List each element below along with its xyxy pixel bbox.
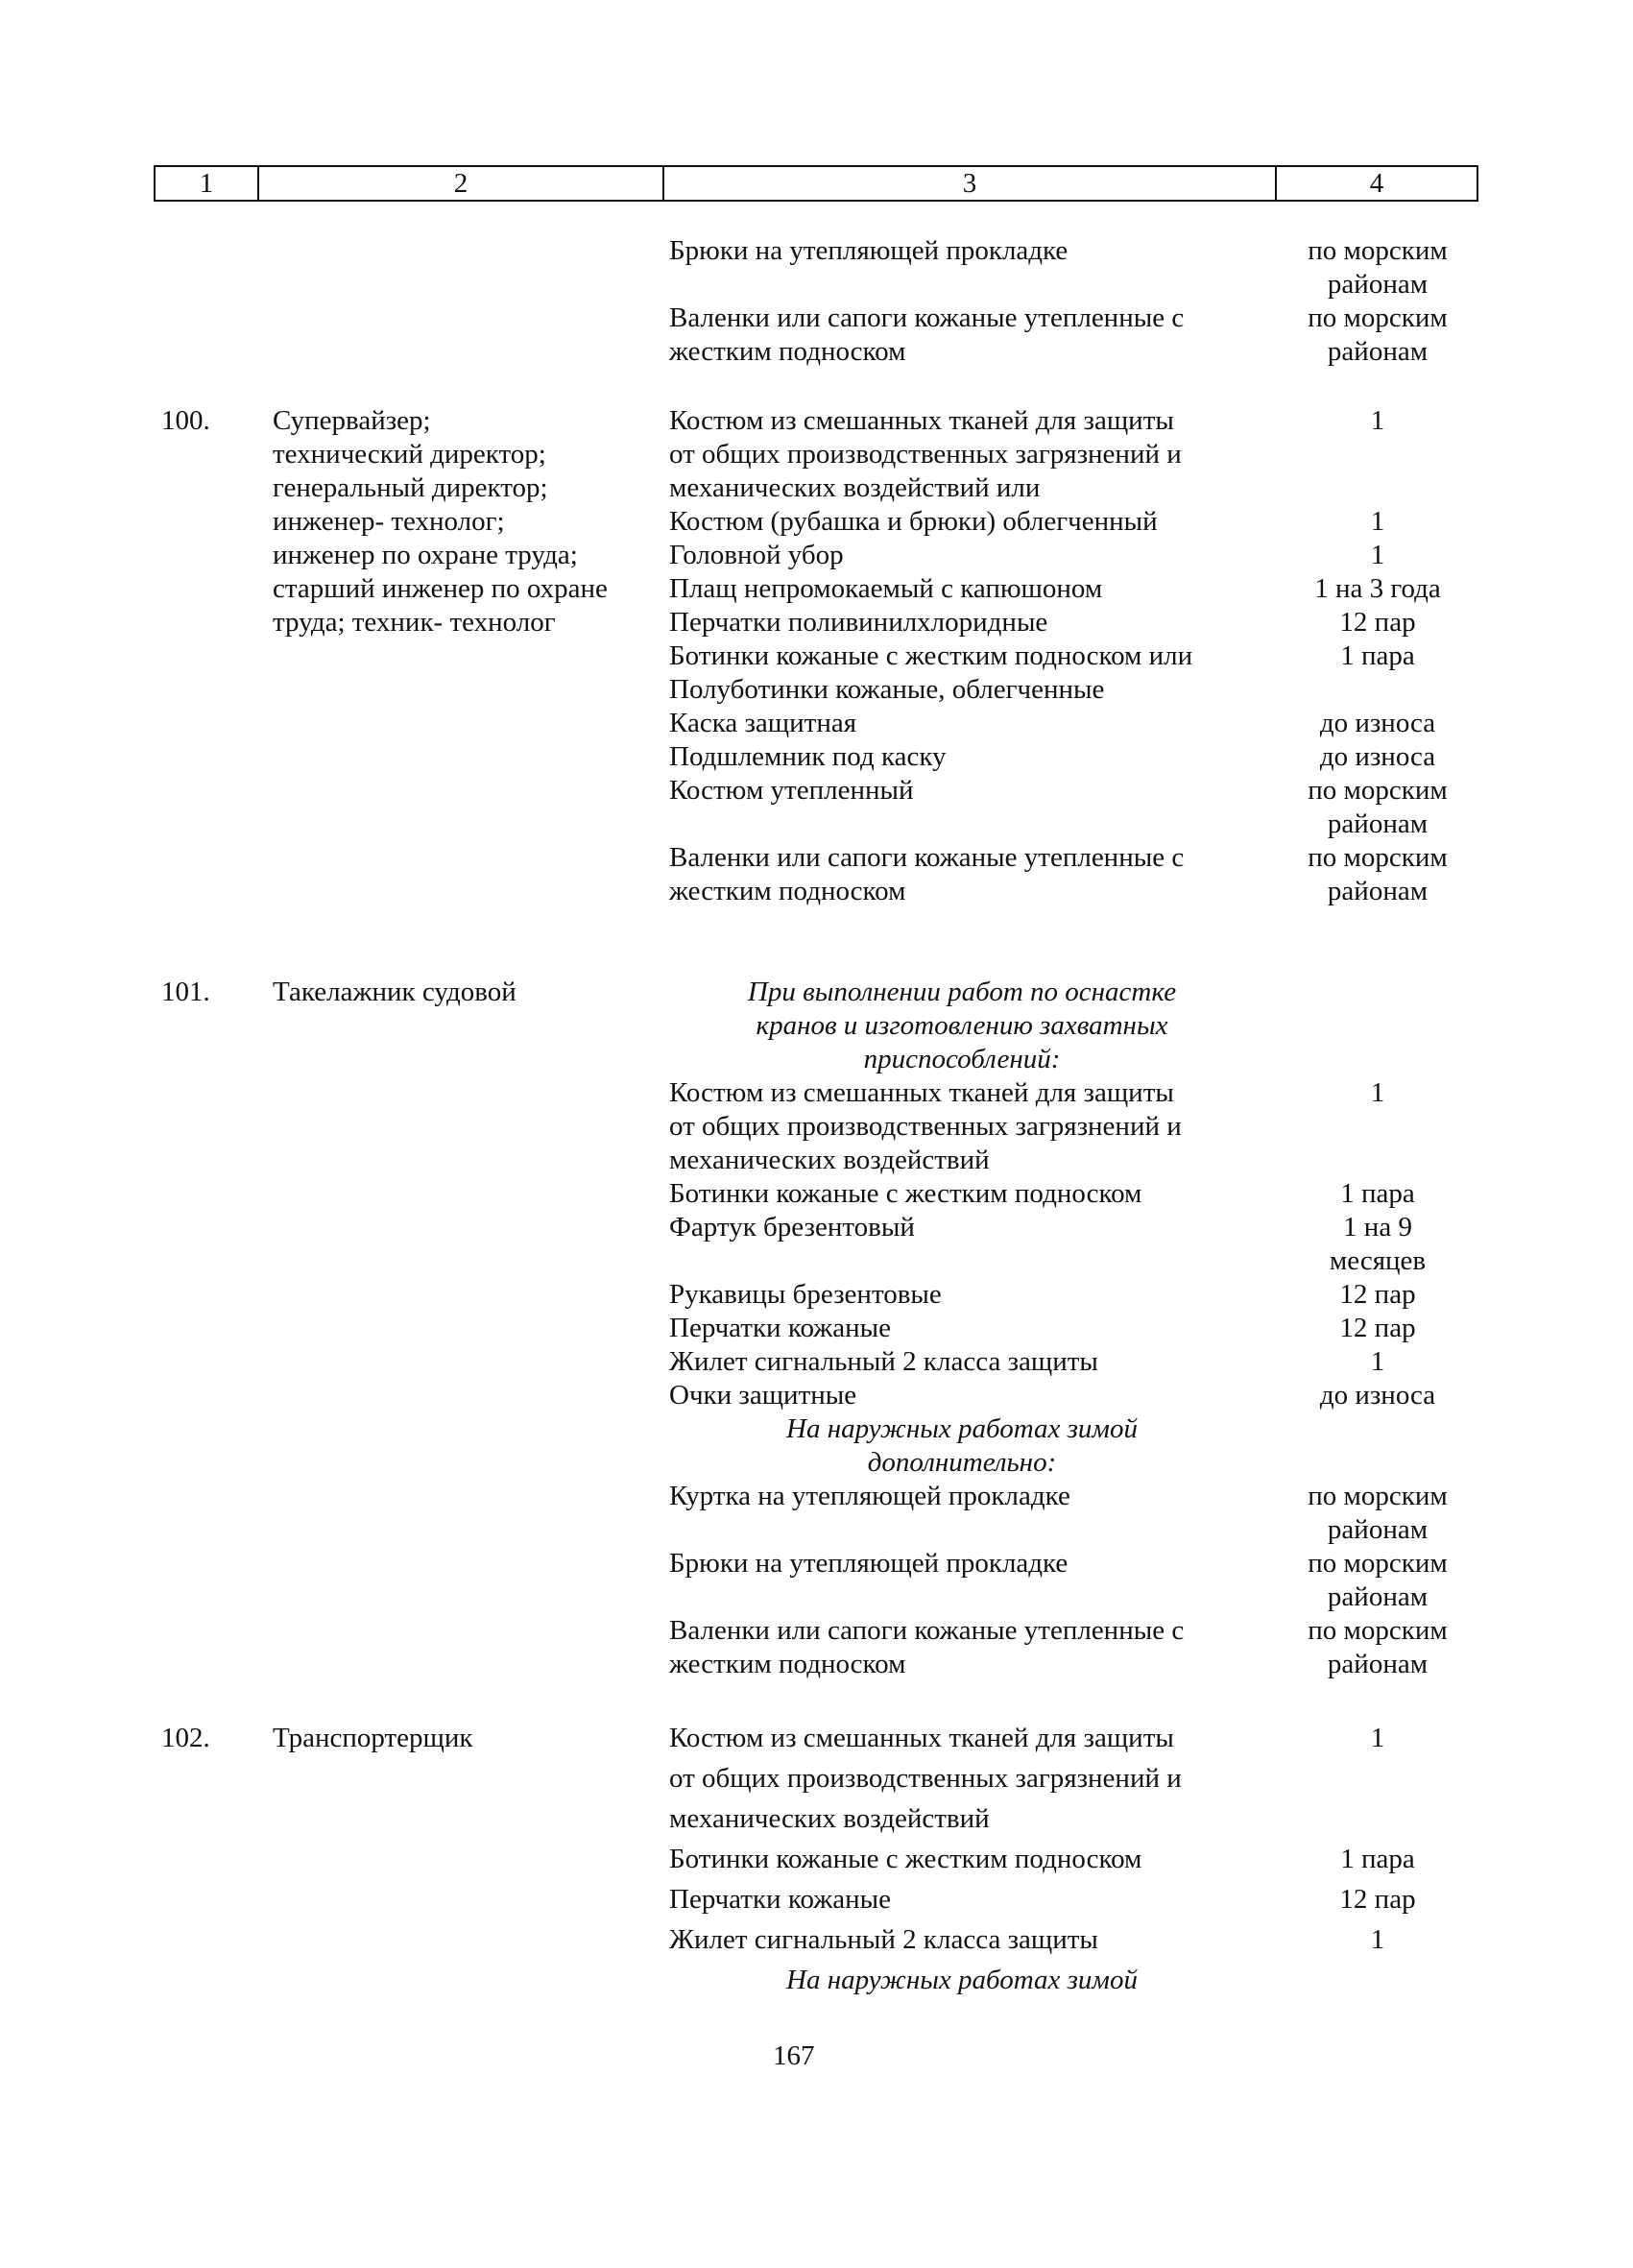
- quantity-text: по морским: [1308, 1481, 1448, 1511]
- quantity-text: 1: [1370, 405, 1385, 436]
- item-text: Перчатки поливинилхлоридные: [669, 607, 1048, 638]
- item-text: Костюм из смешанных тканей для защиты: [669, 1077, 1174, 1108]
- item-text: Костюм из смешанных тканей для защиты: [669, 405, 1174, 436]
- section-note: При выполнении работ по оснастке: [747, 977, 1177, 1007]
- item-text: Костюм из смешанных тканей для защиты: [669, 1723, 1174, 1753]
- section-note: кранов и изготовлению захватных: [756, 1010, 1168, 1041]
- item-text: Плащ непромокаемый с капюшоном: [669, 573, 1103, 604]
- position-title: труда; техник- технолог: [273, 607, 556, 638]
- quantity-text: районам: [1327, 808, 1429, 839]
- header-col-1: 1: [156, 167, 259, 200]
- quantity-text: 1: [1370, 506, 1385, 537]
- item-text: Подшлемник под каску: [669, 741, 947, 772]
- quantity-text: районам: [1327, 336, 1429, 367]
- quantity-text: 1 пара: [1340, 640, 1415, 671]
- quantity-text: до износа: [1319, 1380, 1436, 1411]
- item-text: Жилет сигнальный 2 класса защиты: [669, 1924, 1098, 1955]
- quantity-text: 12 пар: [1339, 1884, 1416, 1915]
- quantity-text: 1: [1370, 1723, 1385, 1753]
- position-title: Такелажник судовой: [273, 977, 516, 1007]
- item-text: Полуботинки кожаные, облегченные: [669, 674, 1105, 705]
- item-text: Каска защитная: [669, 708, 857, 738]
- item-text: Очки защитные: [669, 1380, 857, 1411]
- quantity-text: по морским: [1308, 842, 1448, 873]
- position-title: технический директор;: [273, 439, 546, 470]
- item-text: Ботинки кожаные с жестким подноском: [669, 1844, 1142, 1874]
- item-text: механических воздействий: [669, 1145, 990, 1175]
- quantity-text: районам: [1327, 1581, 1429, 1612]
- item-text: Валенки или сапоги кожаные утепленные с: [669, 1615, 1185, 1646]
- item-text: Ботинки кожаные с жестким подноском или: [669, 640, 1193, 671]
- quantity-text: до износа: [1319, 708, 1436, 738]
- position-title: инженер по охране труда;: [273, 540, 578, 570]
- item-text: Костюм (рубашка и брюки) облегченный: [669, 506, 1158, 537]
- quantity-text: 1 на 3 года: [1314, 573, 1441, 604]
- quantity-text: по морским: [1308, 1615, 1448, 1646]
- quantity-text: 1 пара: [1340, 1844, 1415, 1874]
- position-title: старший инженер по охране: [273, 573, 608, 604]
- item-text: жестким подноском: [669, 876, 906, 906]
- quantity-text: по морским: [1308, 1548, 1448, 1579]
- row-number: 101.: [161, 977, 210, 1007]
- row-number: 102.: [161, 1723, 210, 1753]
- quantity-text: 1: [1370, 1924, 1385, 1955]
- quantity-text: районам: [1327, 876, 1429, 906]
- header-col-3: 3: [664, 167, 1277, 200]
- quantity-text: 12 пар: [1339, 1279, 1416, 1310]
- quantity-text: 1 пара: [1340, 1178, 1415, 1209]
- quantity-text: 1: [1370, 1346, 1385, 1377]
- item-text: Перчатки кожаные: [669, 1884, 892, 1915]
- header-col-2: 2: [259, 167, 664, 200]
- quantity-text: до износа: [1319, 741, 1436, 772]
- item-text: механических воздействий: [669, 1803, 990, 1834]
- row-number: 100.: [161, 405, 210, 436]
- item-text: Жилет сигнальный 2 класса защиты: [669, 1346, 1098, 1377]
- quantity-text: 1: [1370, 540, 1385, 570]
- quantity-text: 1 на 9: [1343, 1212, 1412, 1243]
- quantity-text: районам: [1327, 1649, 1429, 1679]
- position-title: Транспортерщик: [273, 1723, 473, 1753]
- item-text: Валенки или сапоги кожаные утепленные с: [669, 842, 1185, 873]
- item-text: жестким подноском: [669, 336, 906, 367]
- section-note: На наружных работах зимой: [786, 1965, 1138, 1995]
- item-text: Брюки на утепляющей прокладке: [669, 235, 1069, 266]
- item-text: Ботинки кожаные с жестким подноском: [669, 1178, 1142, 1209]
- quantity-text: 1: [1370, 1077, 1385, 1108]
- header-col-4: 4: [1369, 167, 1384, 199]
- item-text: от общих производственных загрязнений и: [669, 1763, 1182, 1794]
- quantity-text: районам: [1327, 269, 1429, 300]
- item-text: Фартук брезентовый: [669, 1212, 915, 1243]
- section-note: приспособлений:: [863, 1044, 1061, 1074]
- quantity-text: районам: [1327, 1514, 1429, 1545]
- quantity-text: по морским: [1308, 775, 1448, 806]
- item-text: от общих производственных загрязнений и: [669, 439, 1182, 470]
- quantity-text: по морским: [1308, 302, 1448, 333]
- item-text: Куртка на утепляющей прокладке: [669, 1481, 1070, 1511]
- quantity-text: 12 пар: [1339, 1313, 1416, 1343]
- item-text: жестким подноском: [669, 1649, 906, 1679]
- position-title: Супервайзер;: [273, 405, 431, 436]
- item-text: механических воздействий или: [669, 472, 1041, 503]
- item-text: от общих производственных загрязнений и: [669, 1111, 1182, 1142]
- position-title: генеральный директор;: [273, 472, 548, 503]
- quantity-text: 12 пар: [1339, 607, 1416, 638]
- quantity-text: по морским: [1308, 235, 1448, 266]
- item-text: Головной убор: [669, 540, 844, 570]
- position-title: инженер- технолог;: [273, 506, 505, 537]
- quantity-text: месяцев: [1329, 1245, 1427, 1276]
- item-text: Валенки или сапоги кожаные утепленные с: [669, 302, 1185, 333]
- item-text: Костюм утепленный: [669, 775, 914, 806]
- section-note: На наружных работах зимой: [786, 1413, 1138, 1444]
- item-text: Брюки на утепляющей прокладке: [669, 1548, 1069, 1579]
- item-text: Рукавицы брезентовые: [669, 1279, 942, 1310]
- table-header: [154, 165, 1478, 202]
- page-number: 167: [773, 2040, 815, 2071]
- item-text: Перчатки кожаные: [669, 1313, 892, 1343]
- section-note: дополнительно:: [867, 1447, 1057, 1478]
